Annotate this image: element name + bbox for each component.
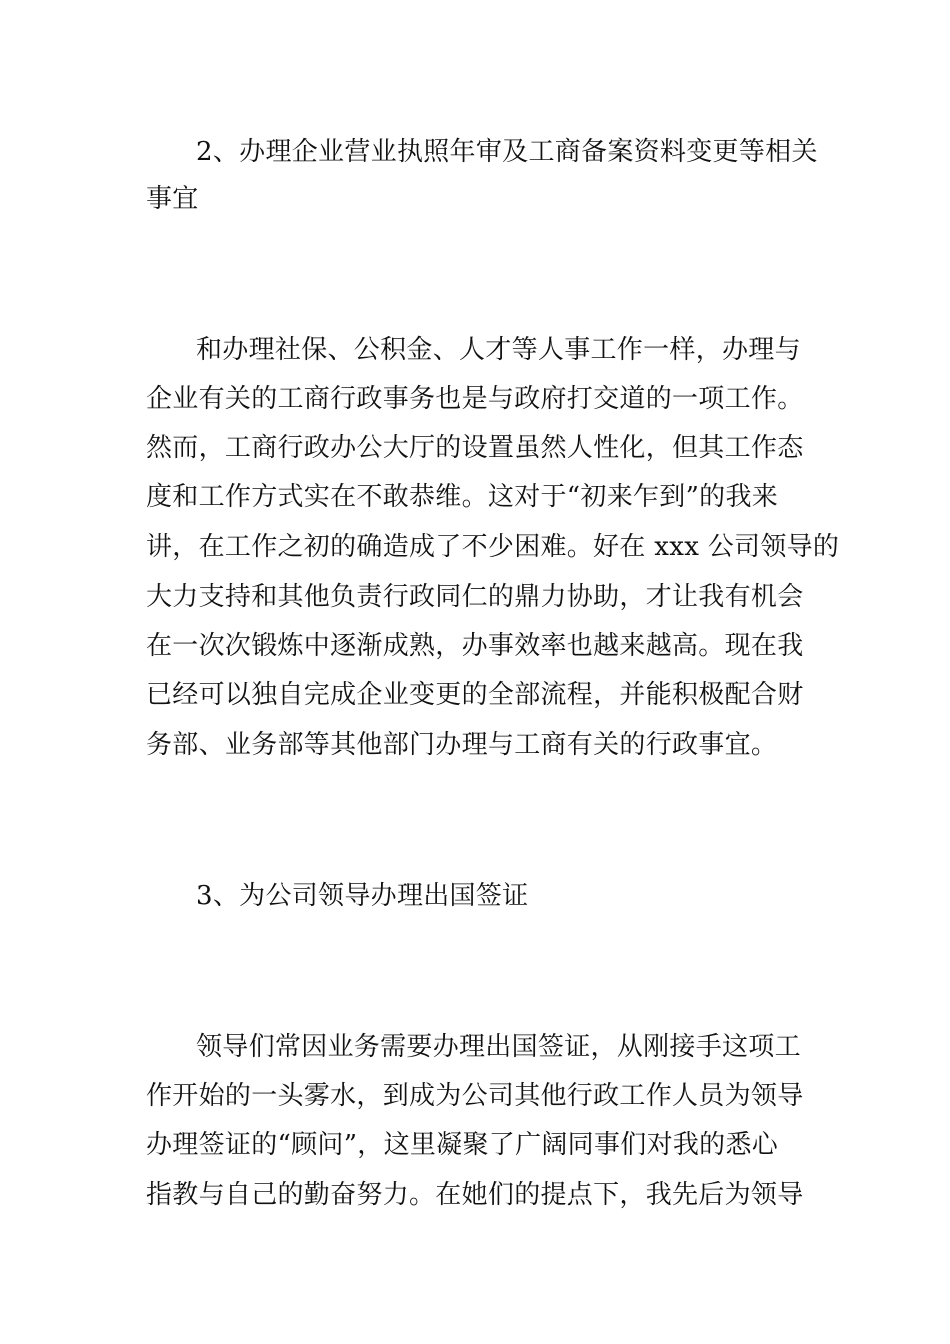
paragraph-2-line-3: 然而，工商行政办公大厅的设置虽然人性化，但其工作态 <box>146 433 804 463</box>
paragraph-3-line-3: 办理签证的“顾问”，这里凝聚了广阔同事们对我的悉心 <box>146 1130 779 1160</box>
paragraph-2-line-8: 已经可以独自完成企业变更的全部流程，并能积极配合财 <box>146 680 804 710</box>
paragraph-2-line-7: 在一次次锻炼中逐渐成熟，办事效率也越来越高。现在我 <box>146 631 804 661</box>
paragraph-3-line-1: 领导们常因业务需要办理出国签证，从刚接手这项工 <box>196 1032 801 1062</box>
paragraph-2-line-1: 和办理社保、公积金、人才等人事工作一样，办理与 <box>196 335 801 365</box>
paragraph-2-line-9: 务部、业务部等其他部门办理与工商有关的行政事宜。 <box>146 730 778 760</box>
paragraph-2-line-5: 讲，在工作之初的确造成了不少困难。好在 xxx 公司领导的 <box>146 532 840 562</box>
section-2-heading-line-1: 2、办理企业营业执照年审及工商备案资料变更等相关 <box>196 137 818 167</box>
section-3-heading: 3、为公司领导办理出国签证 <box>196 881 529 911</box>
paragraph-2-line-4: 度和工作方式实在不敢恭维。这对于“初来乍到”的我来 <box>146 482 779 512</box>
paragraph-3-line-4: 指教与自己的勤奋努力。在她们的提点下，我先后为领导 <box>146 1180 804 1210</box>
paragraph-3-line-2: 作开始的一头雾水，到成为公司其他行政工作人员为领导 <box>146 1081 804 1111</box>
paragraph-2-line-2: 企业有关的工商行政事务也是与政府打交道的一项工作。 <box>146 384 804 414</box>
section-2-heading-line-2: 事宜 <box>146 184 199 214</box>
paragraph-2-line-6: 大力支持和其他负责行政同仁的鼎力协助，才让我有机会 <box>146 582 804 612</box>
